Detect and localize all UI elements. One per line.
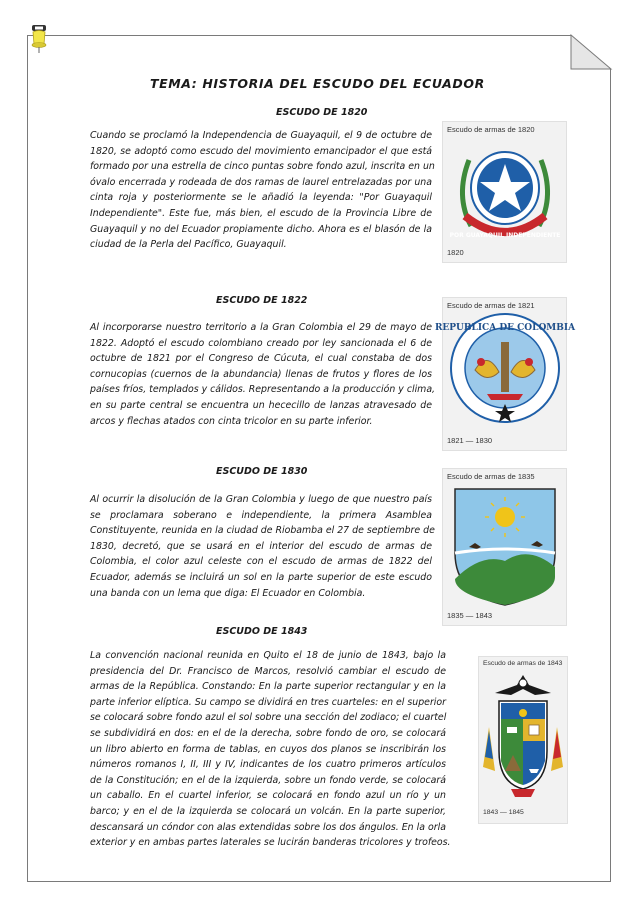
paragraph-line: un libro abierto en forma de tablas, en cuyos dos planos se inscribirán los	[90, 743, 446, 755]
crest-1843-image	[478, 656, 568, 824]
paragraph-line: Al incorporarse nuestro territorio a la Gran Colombia el 29 de mayo de	[90, 322, 432, 333]
section-heading-1843: ESCUDO DE 1843	[216, 626, 308, 637]
sun-mountain-crest-icon	[451, 483, 559, 607]
paragraph-line: números romanos I, II, III y IV, indicantes de los cuatro primeros artículos	[90, 759, 446, 771]
paragraph-line: Ecuador, además se incluirá un sol en la parte superior de este escudo	[90, 571, 432, 583]
condor-crest-icon	[481, 671, 565, 805]
paragraph-line: armas de la República. Constando: En la parte superior rectangular y en la	[90, 681, 446, 693]
crest-1820-image	[442, 121, 567, 263]
crest-caption-bottom: 1821 — 1830	[447, 436, 493, 445]
crest-caption-top: Escudo de armas de 1835	[447, 472, 535, 481]
page-title: TEMA: HISTORIA DEL ESCUDO DEL ECUADOR	[150, 76, 485, 91]
star-crest-icon	[451, 136, 559, 244]
paragraph-line: Colombia, el color azul celeste con el escudo de armas de 1822 del	[90, 556, 432, 568]
paragraph-line: Guayaquil y no del Ecuador propiamente dicho. Ahora es el blasón de la	[90, 223, 432, 235]
paragraph-line: de la Constitución; en el de la izquierda, sobre un fondo verde, se colocará	[90, 774, 446, 786]
crest-caption-top: Escudo de armas de 1821	[447, 301, 535, 310]
paragraph-line: Al ocurrir la disolución de la Gran Colombia y luego de que nuestro país	[90, 494, 432, 505]
section-paragraph-1820	[90, 128, 435, 253]
crest-caption-bottom: 1835 — 1843	[447, 611, 493, 620]
paragraph-line: 1822. Adoptó el escudo colombiano creado por ley sancionada el 6 de	[90, 337, 432, 349]
section-heading-1822: ESCUDO DE 1822	[216, 295, 308, 306]
paragraph-line: Independiente". Este fue, más bien, el escudo de la Provincia Libre de	[90, 207, 432, 219]
crest-caption-bottom: 1843 — 1845	[483, 809, 524, 816]
paragraph-line: La convención nacional reunida en Quito el 18 de junio de 1843, bajo la	[90, 650, 446, 661]
paragraph-line: cinta roja y posteriormente se le añadió la leyenda: "Por Guayaquil	[90, 192, 432, 204]
paragraph-line: octubre de 1821 por el Congreso de Cúcuta, el cual constaba de dos	[90, 353, 432, 365]
paragraph-line: óvalo encerrada y rodeada de dos ramas de laurel entrelazadas por una	[90, 176, 432, 188]
paragraph-line: Cuando se proclamó la Independencia de Guayaquil, el 9 de octubre de	[90, 130, 432, 141]
crest-caption-top: Escudo de armas de 1843	[483, 660, 563, 667]
crest-caption-top: Escudo de armas de 1820	[447, 125, 535, 134]
paragraph-line: formado por una estrella de cinco puntas sobre fondo azul, inscrita en un	[90, 161, 435, 173]
paragraph-line: un caballo. En el cuartel inferior, se colocará en fondo azul un río y un	[90, 790, 446, 802]
crest-1830-image	[442, 468, 567, 626]
paragraph-line: arcos y flechas atados con cinta tricolor en su parte inferior.	[90, 415, 373, 427]
paragraph-line: se proclamara soberano e independiente, la primera Asamblea	[90, 509, 432, 521]
paragraph-line: barco; y en el de la izquierda se colocará un volcán. En la parte superior,	[90, 805, 446, 817]
crest-ring-text: REPUBLICA DE COLOMBIA	[434, 323, 576, 333]
paragraph-line: parte inferior elíptica. Su campo se dividirá en tres cuarteles: en el superior	[90, 696, 446, 708]
paragraph-line: 1820, se adoptó como escudo del movimiento emancipador el que está	[90, 145, 432, 157]
paragraph-line: Constituyente, reunida en la ciudad de Riobamba el 27 de septiembre de	[90, 525, 435, 537]
paragraph-line: exterior y en ambas partes laterales se lucirán banderas tricolores y trofeos.	[90, 837, 451, 849]
page-fold-icon	[571, 35, 611, 69]
paragraph-line: en su parte central se encuentra un hececillo de lanzas atravesado de	[90, 399, 432, 411]
paragraph-line: una banda con un lema que diga: El Ecuador en Colombia.	[90, 587, 366, 599]
paragraph-line: presidencia del Dr. Francisco de Marcos, resolvió cambiar el escudo de	[90, 665, 446, 677]
paragraph-line: cornucopias (cuernos de la abundancia) llenas de frutos y flores de los	[90, 368, 432, 380]
section-paragraph-1830	[90, 492, 435, 601]
paragraph-line: se colocará sobre fondo azul el sol sobre una sección del zodiaco; el cuartel	[90, 712, 447, 724]
section-paragraph-1822	[90, 320, 436, 429]
paragraph-line: se subdividirá en dos: en el de la derecha, sobre fondo de oro, se colocará	[90, 727, 446, 739]
pushpin-icon	[28, 24, 50, 54]
paragraph-line: descansará un cóndor con alas extendidas sobre los dos ángulos. En la orla	[90, 821, 446, 833]
paragraph-line: ciudad de la Perla del Pacífico, Guayaquil.	[90, 239, 287, 251]
paragraph-line: países fríos, templados y cálidos. Representando a la producción y clima,	[90, 384, 436, 396]
colombia-crest-icon	[434, 310, 576, 426]
crest-caption-bottom: 1820	[447, 248, 464, 257]
section-paragraph-1843	[90, 648, 451, 851]
paragraph-line: 1830, decretó, que se usará en el interior del escudo de armas de	[90, 540, 432, 552]
crest-1822-image	[434, 297, 576, 451]
section-heading-1820: ESCUDO DE 1820	[276, 107, 368, 118]
section-heading-1830: ESCUDO DE 1830	[216, 466, 308, 477]
crest-ribbon-text: POR GUAYAQUIL INDEPENDIENTE	[449, 232, 561, 239]
